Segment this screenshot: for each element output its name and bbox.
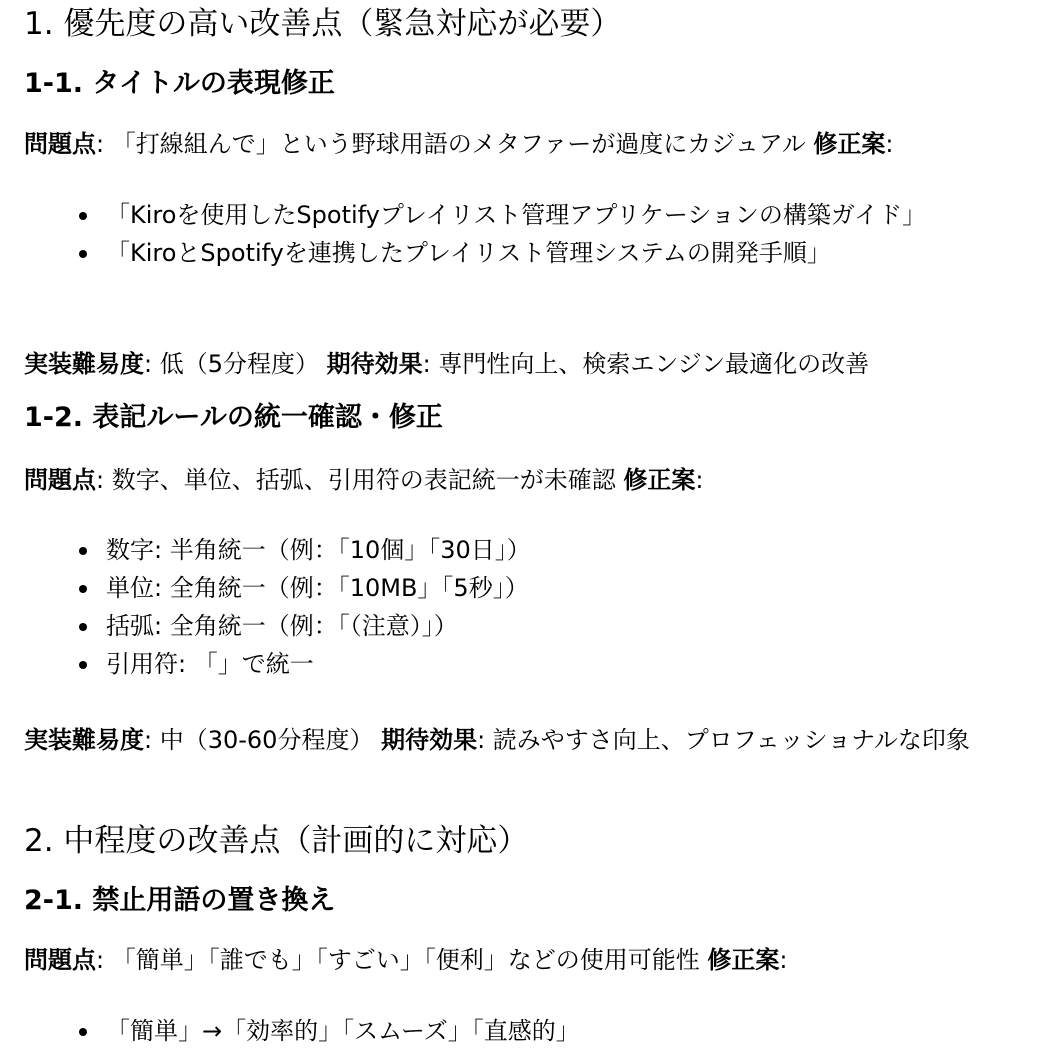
problem-label: 問題点 [24, 466, 96, 494]
problem-paragraph [24, 942, 787, 978]
list-item: 引用符: 「」で統一 [106, 645, 531, 683]
subsection-heading: 1-1. タイトルの表現修正 [24, 68, 335, 99]
effect-text: : 専門性向上、検索エンジン最適化の改善 [422, 350, 870, 378]
effect-text: : 読みやすさ向上、プロフェッショナルな印象 [477, 726, 970, 754]
list-item: 括弧: 全角統一（例：「（注意）」） [106, 607, 531, 645]
problem-label: 問題点 [24, 946, 96, 974]
subsection-heading: 2-1. 禁止用語の置き換え [24, 885, 336, 916]
fix-label: 修正案 [813, 130, 886, 158]
subsection-heading: 1-2. 表記ルールの統一確認・修正 [24, 402, 443, 433]
list-item: 単位: 全角統一（例：「10MB」「5秒」） [106, 569, 531, 607]
effect-label: 期待効果 [381, 726, 478, 754]
problem-paragraph [24, 462, 703, 498]
section-heading: 2. 中程度の改善点（計画的に対応） [24, 823, 529, 859]
problem-label: 問題点 [24, 130, 96, 158]
difficulty-paragraph [24, 346, 869, 382]
fix-list [66, 1012, 580, 1050]
list-item: 「Kiroを使用したSpotifyプレイリスト管理アプリケーションの構築ガイド」 [106, 196, 1006, 234]
problem-text: : 「簡単」「誰でも」「すごい」「便利」などの使用可能性 [96, 946, 708, 974]
fix-label: 修正案 [623, 466, 696, 494]
effect-label: 期待効果 [326, 350, 423, 378]
fix-label: 修正案 [707, 946, 780, 974]
difficulty-text: : 中（30-60分程度） [144, 726, 382, 754]
fix-suffix: : [885, 130, 894, 158]
fix-list [66, 531, 531, 683]
difficulty-text: : 低（5分程度） [144, 350, 327, 378]
list-item: 「簡単」→「効率的」「スムーズ」「直感的」 [106, 1012, 580, 1050]
difficulty-paragraph [24, 722, 1014, 758]
fix-suffix: : [695, 466, 704, 494]
problem-text: : 「打線組んで」という野球用語のメタファーが過度にカジュアル [96, 130, 814, 158]
fix-list [66, 196, 1006, 272]
fix-suffix: : [779, 946, 788, 974]
list-item: 「KiroとSpotifyを連携したプレイリスト管理システムの開発手順」 [106, 234, 1006, 272]
section-heading: 1. 優先度の高い改善点（緊急対応が必要） [24, 6, 622, 42]
list-item: 数字: 半角統一（例：「10個」「30日」） [106, 531, 531, 569]
problem-paragraph [24, 126, 894, 162]
problem-text: : 数字、単位、括弧、引用符の表記統一が未確認 [96, 466, 624, 494]
difficulty-label: 実装難易度 [24, 726, 144, 754]
difficulty-label: 実装難易度 [24, 350, 144, 378]
